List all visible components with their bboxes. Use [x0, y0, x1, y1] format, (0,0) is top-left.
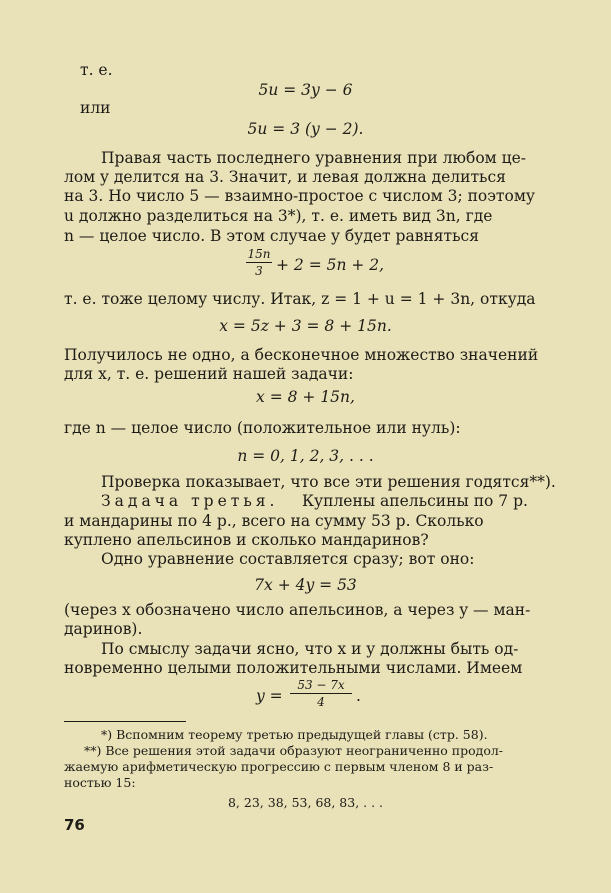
text-line: т. е. — [80, 61, 113, 79]
footnote: жаемую арифметическую прогрессию с первым членом 8 и раз- — [64, 759, 494, 774]
text-line: Правая часть последнего уравнения при любом це- — [101, 149, 527, 167]
fraction-denominator: 3 — [255, 264, 263, 278]
fraction — [246, 247, 272, 278]
equation: x = 8 + 15n, — [256, 388, 355, 406]
equation: + 2 = 5n + 2, — [276, 256, 385, 274]
text-line: n — целое число. В этом случае y будет равняться — [64, 227, 479, 245]
footnote: *) Вспомним теорему третью предыдущей главы (стр. 58). — [101, 727, 488, 742]
page-number: 76 — [64, 816, 85, 834]
equation: 5u = 3 (y − 2). — [247, 120, 364, 138]
text-line: новременно целыми положительными числами. Имеем — [64, 659, 523, 677]
fraction — [290, 678, 352, 709]
equation: 5u = 3y − 6 — [258, 81, 353, 99]
fraction-bar — [246, 262, 272, 263]
equation: x = 5z + 3 = 8 + 15n. — [219, 317, 392, 335]
footnote-sequence: 8, 23, 38, 53, 68, 83, . . . — [227, 795, 384, 810]
footnote: **) Все решения этой задачи образуют неограниченно продол- — [84, 743, 504, 758]
equation-tail: . — [356, 687, 361, 705]
equation: 7x + 4y = 53 — [254, 576, 357, 594]
footnote: ностью 15: — [64, 775, 136, 790]
text-line: По смыслу задачи ясно, что x и y должны быть од- — [101, 640, 519, 658]
text-line: или — [80, 99, 111, 117]
fraction-denominator: 4 — [317, 695, 325, 709]
section-heading: Задача третья. — [101, 492, 279, 510]
text-line: Куплены апельсины по 7 р. — [302, 492, 528, 510]
equation-lhs: y = — [256, 687, 283, 705]
text-line: на 3. Но число 5 — взаимно-простое с числом 3; поэтому — [64, 187, 536, 205]
fraction-numerator: 53 − 7x — [297, 678, 345, 692]
text-line: Получилось не одно, а бесконечное множество значений — [64, 346, 539, 364]
text-line: Одно уравнение составляется сразу; вот оно: — [101, 550, 475, 568]
text-line: u должно разделиться на 3*), т. е. иметь вид 3n, где — [64, 207, 493, 225]
text-line: даринов). — [64, 620, 143, 638]
equation: n = 0, 1, 2, 3, . . . — [237, 447, 374, 465]
text-line: для x, т. е. решений нашей задачи: — [64, 365, 354, 383]
text-line: (через x обозначено число апельсинов, а через y — ман- — [64, 601, 531, 619]
text-line: где n — целое число (положительное или нуль): — [64, 419, 461, 437]
footnote-rule — [64, 721, 186, 722]
fraction-bar — [290, 693, 352, 694]
text-line: лом y делится на 3. Значит, и левая должна делиться — [64, 168, 506, 186]
text-line: Проверка показывает, что все эти решения годятся**). — [101, 473, 556, 491]
text-line: куплено апельсинов и сколько мандаринов? — [64, 531, 429, 549]
fraction-numerator: 15n — [247, 247, 271, 261]
text-line: и мандарины по 4 р., всего на сумму 53 р. Сколько — [64, 512, 484, 530]
text-line: т. е. тоже целому числу. Итак, z = 1 + u = 1 + 3n, откуда — [64, 290, 536, 308]
